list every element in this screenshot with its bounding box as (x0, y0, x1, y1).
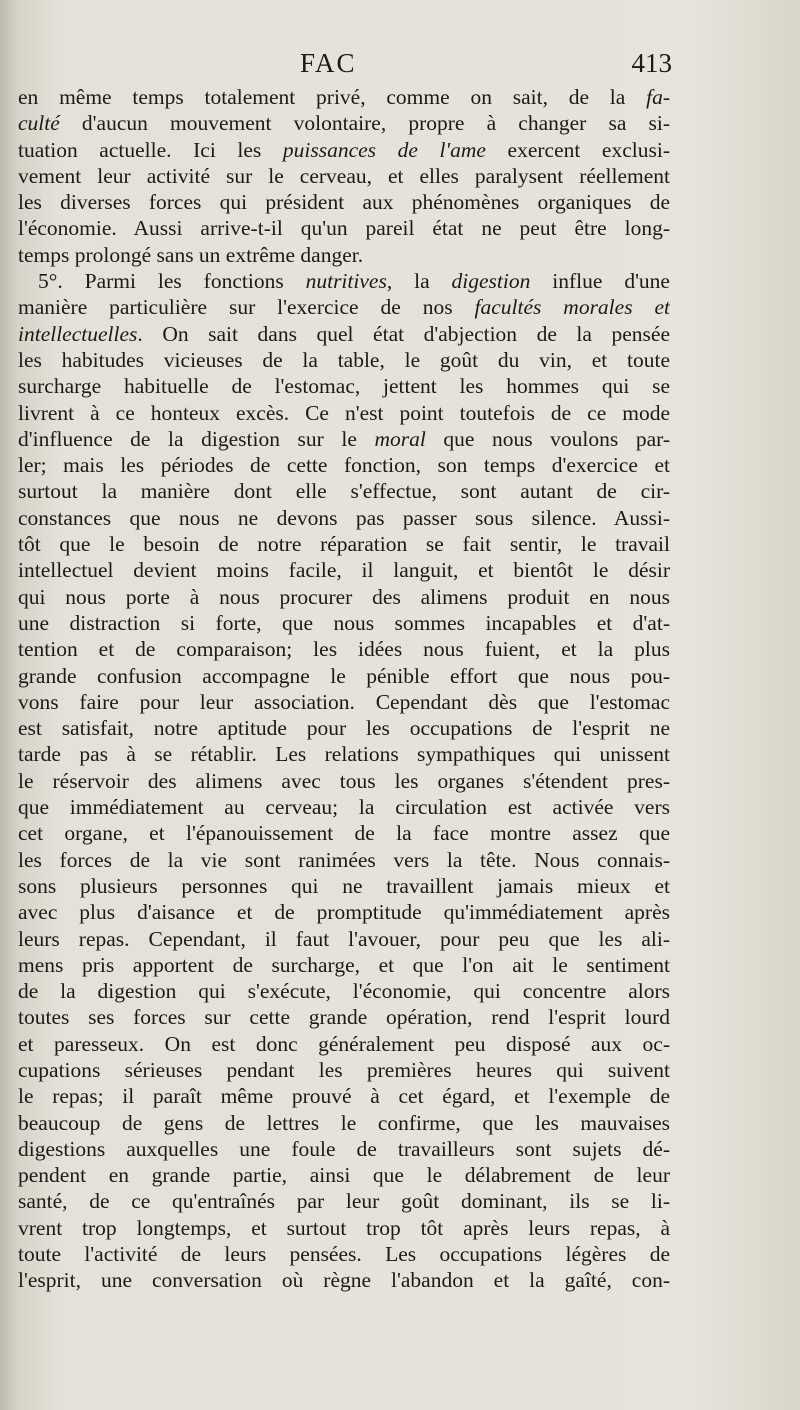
text-segment: le repas; il paraît même prouvé à cet égard, et l'exemple de (18, 1084, 670, 1109)
italic-text: digestion (451, 269, 531, 294)
text-line (18, 1215, 670, 1241)
italic-text: fa- (646, 85, 670, 109)
text-line (18, 926, 670, 952)
text-line (18, 400, 670, 426)
text-segment: cet organe, et l'épanouissement de la face montre assez que (18, 821, 670, 846)
text-line (18, 768, 670, 794)
text-segment: intellectuel devient moins facile, il languit, et bientôt le désir (18, 558, 670, 583)
text-segment: une distraction si forte, que nous sommes incapables et d'at- (18, 610, 670, 635)
text-line (18, 663, 670, 689)
text-line (18, 820, 670, 846)
text-line (18, 1110, 670, 1136)
text-line (18, 478, 670, 504)
text-segment: 5°. Parmi les fonctions (38, 269, 306, 294)
text-segment: grande confusion accompagne le pénible effort que nous pou- (18, 663, 670, 688)
text-line (18, 110, 670, 136)
page-number: 413 (631, 48, 672, 78)
text-segment: d'influence de la digestion sur le (18, 426, 375, 451)
text-segment: de la digestion qui s'exécute, l'économie, qui concentre alors (18, 979, 670, 1004)
text-line (18, 1004, 670, 1030)
text-line (18, 610, 670, 636)
italic-text: puissances de l'ame (282, 137, 486, 162)
italic-text: moral (374, 426, 426, 451)
text-line (18, 373, 670, 399)
text-segment: sons plusieurs personnes qui ne travaillent jamais mieux et (18, 873, 670, 898)
text-segment: digestions auxquelles une foule de travailleurs sont sujets dé- (18, 1136, 670, 1161)
italic-text: culté (18, 111, 60, 136)
text-segment: surcharge habituelle de l'estomac, jettent les hommes qui se (18, 374, 670, 399)
text-line (18, 1162, 670, 1188)
text-line (18, 978, 670, 1004)
text-segment: surtout la manière dont elle s'effectue, sont autant de cir- (18, 479, 670, 504)
text-line (18, 215, 670, 241)
text-line (18, 689, 670, 715)
text-segment: constances que nous ne devons pas passer sous silence. Aussi- (18, 505, 670, 530)
text-segment: qui nous porte à nous procurer des alimens produit en nous (18, 584, 670, 609)
italic-text: nutritives (305, 269, 387, 294)
text-segment: , la (386, 269, 452, 294)
text-line (18, 794, 670, 820)
text-segment: vons faire pour leur association. Cependant dès que l'estomac (18, 689, 670, 714)
text-segment: ler; mais les périodes de cette fonction, son temps d'exercice et (18, 453, 670, 478)
text-segment: vement leur activité sur le cerveau, et elles paralysent réellement (18, 163, 670, 188)
text-segment: toutes ses forces sur cette grande opération, rend l'esprit lourd (18, 1005, 670, 1030)
text-segment: les habitudes vicieuses de la table, le goût du vin, et toute (18, 347, 670, 372)
text-line (18, 899, 670, 925)
text-line (18, 189, 670, 215)
text-line (18, 242, 670, 268)
text-segment: l'esprit, une conversation où règne l'abandon et la gaîté, con- (18, 1268, 670, 1293)
text-line (18, 347, 670, 373)
text-segment: exercent exclusi- (485, 137, 670, 162)
text-line (18, 584, 670, 610)
text-segment: tention et de comparaison; les idées nous fuient, et la plus (18, 637, 670, 662)
text-segment: tarde pas à se rétablir. Les relations sympathiques qui unissent (18, 742, 670, 767)
text-line (18, 741, 670, 767)
running-head (0, 48, 800, 88)
text-segment: manière particulière sur l'exercice de nos (18, 295, 475, 320)
text-segment: que immédiatement au cerveau; la circulation est activée vers (18, 795, 670, 820)
text-segment: beaucoup de gens de lettres le confirme, que les mauvaises (18, 1110, 670, 1135)
text-line (18, 636, 670, 662)
text-segment: . On sait dans quel état d'abjection de la pensée (137, 321, 670, 346)
text-segment: pendent en grande partie, ainsi que le délabrement de leur (18, 1163, 670, 1188)
text-segment: vrent trop longtemps, et surtout trop tôt après leurs repas, à (18, 1215, 670, 1240)
text-line (18, 294, 670, 320)
text-segment: en même temps totalement privé, comme on sait, de la (18, 85, 647, 109)
text-line (18, 268, 670, 294)
text-line (18, 715, 670, 741)
text-segment: tuation actuelle. Ici les (18, 137, 283, 162)
body-text (18, 84, 670, 1294)
text-segment: leurs repas. Cependant, il faut l'avouer, pour peu que les ali- (18, 926, 670, 951)
text-segment: et paresseux. On est donc généralement peu disposé aux oc- (18, 1031, 670, 1056)
italic-text: facultés morales et (474, 295, 670, 320)
text-line (18, 452, 670, 478)
text-line (18, 137, 670, 163)
italic-text: intellectuelles (18, 321, 138, 346)
text-segment: influe d'une (530, 269, 670, 294)
text-line (18, 1083, 670, 1109)
text-line (18, 321, 670, 347)
text-segment: le réservoir des alimens avec tous les organes s'étendent pres- (18, 768, 670, 793)
text-line (18, 1267, 670, 1293)
text-line (18, 426, 670, 452)
text-segment: est satisfait, notre aptitude pour les occupations de l'esprit ne (18, 716, 670, 741)
text-line (18, 531, 670, 557)
running-title: FAC (300, 48, 357, 78)
text-line (18, 1188, 670, 1214)
text-line (18, 952, 670, 978)
text-segment: tôt que le besoin de notre réparation se fait sentir, le travail (18, 532, 670, 557)
text-segment: temps prolongé sans un extrême danger. (18, 242, 364, 267)
text-line (18, 557, 670, 583)
text-segment: mens pris apportent de surcharge, et que l'on ait le sentiment (18, 952, 670, 977)
text-segment: livrent à ce honteux excès. Ce n'est point toutefois de ce mode (18, 400, 670, 425)
text-line (18, 1241, 670, 1267)
text-line (18, 847, 670, 873)
text-segment: d'aucun mouvement volontaire, propre à changer sa si- (59, 111, 670, 136)
text-line (18, 873, 670, 899)
text-segment: l'économie. Aussi arrive-t-il qu'un pareil état ne peut être long- (18, 216, 670, 241)
text-line (18, 505, 670, 531)
text-line (18, 1136, 670, 1162)
text-line (18, 163, 670, 189)
text-segment: cupations sérieuses pendant les premières heures qui suivent (18, 1057, 670, 1082)
text-segment: toute l'activité de leurs pensées. Les occupations légères de (18, 1242, 670, 1267)
text-line (18, 84, 670, 110)
text-segment: avec plus d'aisance et de promptitude qu'immédiatement après (18, 900, 670, 925)
text-line (18, 1031, 670, 1057)
text-line (18, 1057, 670, 1083)
text-segment: les forces de la vie sont ranimées vers la tête. Nous connais- (18, 847, 670, 872)
text-segment: les diverses forces qui président aux phénomènes organiques de (18, 190, 670, 215)
text-segment: santé, de ce qu'entraînés par leur goût dominant, ils se li- (18, 1189, 670, 1214)
text-segment: que nous voulons par- (425, 426, 670, 451)
